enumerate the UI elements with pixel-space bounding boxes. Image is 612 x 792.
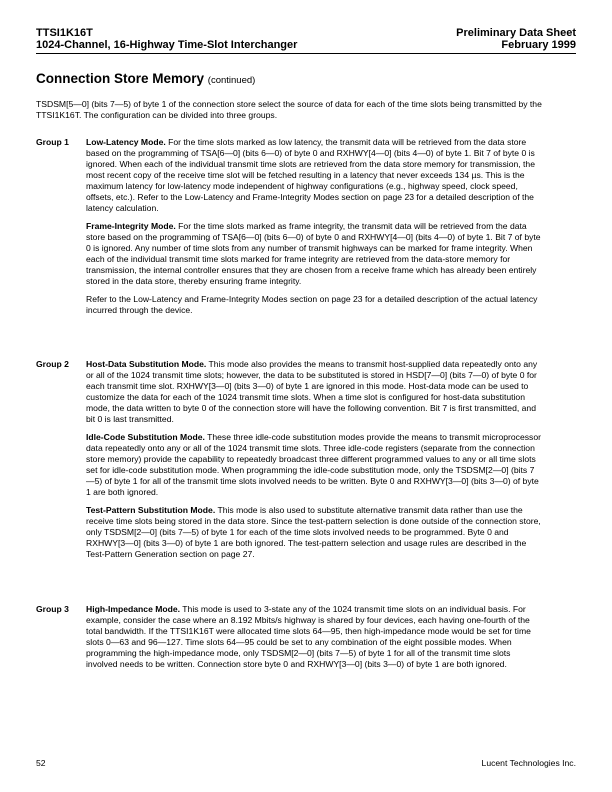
group-3-body [86,604,542,677]
intro-paragraph: TSDSM[5—0] (bits 7—5) of byte 1 of the connection store select the source of data for each of the time slots being transmitted by the TTSI1K16T. The configuration can be divided into three groups. [36,99,542,120]
test-pattern-paragraph: Test-Pattern Substitution Mode. This mode is also used to substitute alternative transmit data rather than use the receive time slots being stored in the data store. Since the test-pattern selection is done outside of the connection store, only TSDSM[2—0] (bits 7—5) of byte 1 for each of the time slots involved needs to be programmed. Byte 0 and RXHWY[3—0] (bits 3—0) of byte 1 are both ignored. The test-pattern selection and usage rules are described in the Test-Pattern Generation section on page 27. [86,505,541,559]
document-subtitle: 1024-Channel, 16-Highway Time-Slot Interchanger [36,39,298,51]
latency-reference-paragraph: Refer to the Low-Latency and Frame-Integrity Modes section on page 23 for a detailed description of the actual latency incurred through the device. [86,294,538,315]
idle-code-heading: Idle-Code Substitution Mode. [86,432,205,442]
document-type: Preliminary Data Sheet [456,27,576,39]
frame-integrity-heading: Frame-Integrity Mode. [86,221,176,231]
idle-code-paragraph: Idle-Code Substitution Mode. These three idle-code substitution modes provide the means to transmit microprocessor data repeatedly onto any or all of the 1024 transmit time slots. Three idle-code registers (separate from the connection store memory) provide the capability to repeatedly broadcast three different programmed values to any or all time slots set for idle-code substitution mode. When programming the idle-code substitution mode, only the TSDSM[2—0] (bits 7—5) of byte 1 for all of the transmit time slots involved needs to be written. Byte 0 and RXHWY[3—0] (bits 3—0) of byte 1 are both ignored. [86,432,541,497]
host-data-heading: Host-Data Substitution Mode. [86,359,207,369]
low-latency-paragraph: Low-Latency Mode. For the time slots marked as low latency, the transmit data will be retrieved from the data store based on the programming of TSA[6—0] (bits 6—0) of byte 0 and RXHWY[4—0] (bits 4—0) of byte 1. Bit 7 of byte 0 is ignored. When each of the individual transmit time slots are retrieved from the data store memory for transmission, the most recent copy of the receive time slot will be fetched resulting in a latency that never exceeds 134 µs. This is the maximum latency for low-latency mode independent of highway configurations (e.g., highway speed, clock speed, offsets, etc.). Refer to the Low-Latency and Frame-Integrity Modes section on page 23 for a detailed description of the latency calculation. [86,137,535,213]
group-2-label: Group 2 [36,359,69,369]
group-1-label: Group 1 [36,137,69,147]
section-title-text: Connection Store Memory [36,71,205,86]
company-name: Lucent Technologies Inc. [481,758,576,768]
header-left [36,27,297,51]
header-right [456,27,576,51]
page-number: 52 [36,758,46,768]
high-impedance-heading: High-Impedance Mode. [86,604,181,614]
low-latency-heading: Low-Latency Mode. [86,137,166,147]
test-pattern-heading: Test-Pattern Substitution Mode. [86,505,216,515]
group-2-body [86,359,542,567]
section-title [36,71,255,86]
group-1-body [86,137,542,323]
frame-integrity-paragraph: Frame-Integrity Mode. For the time slots marked as frame integrity, the transmit data will be retrieved from the data store based on the programming of TSA[6—0] (bits 6—0) of byte 0 and RXHWY[4—0] (bits 4—0) of byte 1. Bit 7 of byte 0 is ignored. Any number of time slots from any number of transmit highways can be marked for frame integrity. When each of the individual transmit time slots marked for frame integrity are retrieved from the data-store memory for transmission, the internal controller ensures that they are chosen from a receive frame which has already been entirely stored in the data store, thereby ensuring frame integrity. [86,221,541,286]
high-impedance-paragraph: High-Impedance Mode. This mode is used to 3-state any of the 1024 transmit time slots on an individual basis. For example, consider the case where an 8.192 Mbits/s highway is shared by four devices, each having one-fourth of the total bandwidth. If the TTSI1K16T were allocated time slots 64—95, then high-impedance mode would be set for time slots 0—63 and 96—127. Time slots 64—95 could be set to any combination of the eight possible modes. When programming the high-impedance mode, only TSDSM[2—0] (bits 7—5) of byte 1 for all of the transmit time slots involved needs to be written. Connection store byte 0 and RXHWY[3—0] (bits 3—0) of byte 1 are both ignored. [86,604,531,669]
section-continued: (continued) [207,75,256,86]
header-divider [36,53,576,54]
group-3-label: Group 3 [36,604,69,614]
part-number: TTSI1K16T [36,27,93,39]
host-data-paragraph: Host-Data Substitution Mode. This mode also provides the means to transmit host-supplied data repeatedly onto any or all of the 1024 transmit time slots; however, the data to be substituted is stored in HSD[7—0] (bits 7—0) of byte 0 for each transmit time slot. RXHWY[3—0] (bits 3—0) of byte 1 are ignored in this mode. Host-data mode can be used to customize the data for each of the 1024 transmit time slots. When a time slot is configured for host-data substitution mode, the data written to byte 0 of the connection store will have the following convention. Bit 7 is first transmitted, and bit 0 is last transmitted. [86,359,538,424]
document-date: February 1999 [501,39,576,51]
